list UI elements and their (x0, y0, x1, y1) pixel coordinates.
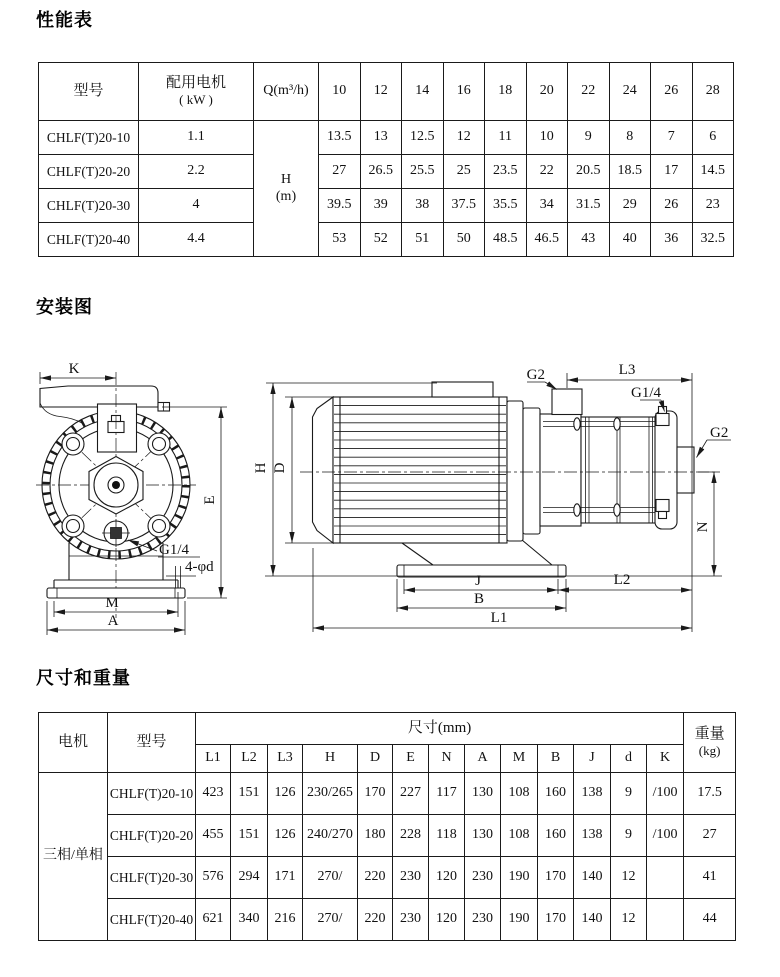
label-m: M (105, 595, 119, 611)
cell: 576 (196, 857, 231, 899)
cell: 423 (196, 773, 231, 815)
cell: 180 (358, 815, 393, 857)
cell: 140 (574, 899, 611, 941)
dimensions-table (38, 712, 736, 941)
cell: 126 (268, 773, 303, 815)
flow-col: 22 (568, 63, 610, 121)
cell: 12.5 (402, 121, 444, 155)
model-cell: CHLF(T)20-10 (108, 773, 196, 815)
cell: 22 (526, 155, 568, 189)
label-l1: L1 (490, 610, 508, 626)
cell: 170 (538, 857, 574, 899)
flow-col: 10 (319, 63, 361, 121)
cell: 12 (611, 899, 647, 941)
cell: 216 (268, 899, 303, 941)
cell: 151 (231, 815, 268, 857)
cell: 9 (611, 773, 647, 815)
cell: 6 (692, 121, 734, 155)
model-cell: CHLF(T)20-30 (108, 857, 196, 899)
cell: 228 (393, 815, 429, 857)
dim-col: M (501, 745, 538, 773)
cell: 9 (568, 121, 610, 155)
cell: 151 (231, 773, 268, 815)
cell: /100 (647, 815, 684, 857)
model-cell: CHLF(T)20-10 (39, 121, 139, 155)
header-weight-line2: (kg) (698, 742, 721, 758)
header-dims: 尺寸(mm) (196, 713, 684, 745)
flow-col: 26 (651, 63, 693, 121)
weight-cell: 17.5 (684, 773, 736, 815)
cell: 230 (465, 857, 501, 899)
flow-col: 16 (443, 63, 485, 121)
cell: 13.5 (319, 121, 361, 155)
cell: 43 (568, 223, 610, 257)
cell: 25 (443, 155, 485, 189)
label-d: D (272, 462, 288, 474)
motor-type-cell: 三相/单相 (39, 773, 108, 941)
weight-cell: 27 (684, 815, 736, 857)
dim-col: L2 (231, 745, 268, 773)
label-e: E (202, 495, 218, 505)
cell: 29 (609, 189, 651, 223)
label-g14-front: G1/4 (159, 542, 189, 558)
performance-table (38, 62, 734, 257)
cell (647, 899, 684, 941)
label-holes: 4-φd (185, 559, 214, 575)
cell: 25.5 (402, 155, 444, 189)
cell: 340 (231, 899, 268, 941)
cell: 230/265 (303, 773, 358, 815)
header-model-col: 型号 (108, 713, 196, 773)
header-motor-line2: ( kW ) (179, 91, 213, 107)
cell: 13 (360, 121, 402, 155)
flow-col: 18 (485, 63, 527, 121)
cell: 120 (429, 857, 465, 899)
head-symbol: H (280, 172, 292, 188)
cell: 227 (393, 773, 429, 815)
cell: 52 (360, 223, 402, 257)
cell: 14.5 (692, 155, 734, 189)
cell: 40 (609, 223, 651, 257)
power-cell: 1.1 (139, 121, 254, 155)
cell: 170 (538, 899, 574, 941)
cell: 294 (231, 857, 268, 899)
header-motor-col: 电机 (39, 713, 108, 773)
head-unit: (m) (275, 188, 297, 204)
cell: 621 (196, 899, 231, 941)
dim-col: J (574, 745, 611, 773)
model-cell: CHLF(T)20-40 (108, 899, 196, 941)
cell: 130 (465, 815, 501, 857)
flow-col: 24 (609, 63, 651, 121)
cell: 31.5 (568, 189, 610, 223)
cell: 35.5 (485, 189, 527, 223)
cell: 170 (358, 773, 393, 815)
cell: 220 (358, 857, 393, 899)
installation-diagram (0, 340, 780, 660)
dim-col: K (647, 745, 684, 773)
cell: 108 (501, 773, 538, 815)
label-g2-top: G2 (526, 367, 545, 383)
cell: 12 (443, 121, 485, 155)
cell: 23.5 (485, 155, 527, 189)
label-n: N (695, 521, 711, 533)
cell: 270/ (303, 899, 358, 941)
cell: 240/270 (303, 815, 358, 857)
weight-cell: 44 (684, 899, 736, 941)
cell: 27 (319, 155, 361, 189)
cell: 51 (402, 223, 444, 257)
label-k: K (68, 361, 80, 377)
dim-col: L1 (196, 745, 231, 773)
cell: 50 (443, 223, 485, 257)
header-weight (684, 713, 736, 773)
cell: /100 (647, 773, 684, 815)
cell: 190 (501, 857, 538, 899)
dim-col: H (303, 745, 358, 773)
header-flow: Q(m³/h) (254, 63, 319, 121)
power-cell: 4 (139, 189, 254, 223)
cell: 230 (393, 857, 429, 899)
cell: 18.5 (609, 155, 651, 189)
dim-col: D (358, 745, 393, 773)
model-cell: CHLF(T)20-20 (39, 155, 139, 189)
cell: 39 (360, 189, 402, 223)
cell: 7 (651, 121, 693, 155)
cell: 48.5 (485, 223, 527, 257)
label-h: H (253, 462, 269, 474)
dimensions-title: 尺寸和重量 (36, 668, 131, 689)
model-cell: CHLF(T)20-30 (39, 189, 139, 223)
cell: 46.5 (526, 223, 568, 257)
cell: 190 (501, 899, 538, 941)
flow-col: 12 (360, 63, 402, 121)
cell: 26 (651, 189, 693, 223)
flow-col: 14 (402, 63, 444, 121)
cell: 10 (526, 121, 568, 155)
power-cell: 4.4 (139, 223, 254, 257)
cell: 34 (526, 189, 568, 223)
flow-col: 28 (692, 63, 734, 121)
dim-col: d (611, 745, 647, 773)
label-a: A (107, 613, 119, 629)
cell: 230 (393, 899, 429, 941)
cell: 9 (611, 815, 647, 857)
dim-col: B (538, 745, 574, 773)
cell: 160 (538, 773, 574, 815)
cell: 140 (574, 857, 611, 899)
model-cell: CHLF(T)20-40 (39, 223, 139, 257)
cell: 11 (485, 121, 527, 155)
power-cell: 2.2 (139, 155, 254, 189)
header-motor-line1: 配用电机 (165, 75, 226, 92)
cell: 220 (358, 899, 393, 941)
cell: 17 (651, 155, 693, 189)
cell: 53 (319, 223, 361, 257)
header-model: 型号 (39, 63, 139, 121)
cell: 32.5 (692, 223, 734, 257)
cell: 117 (429, 773, 465, 815)
cell: 37.5 (443, 189, 485, 223)
cell: 108 (501, 815, 538, 857)
cell: 130 (465, 773, 501, 815)
head-unit-cell (254, 121, 319, 257)
cell: 39.5 (319, 189, 361, 223)
cell: 270/ (303, 857, 358, 899)
cell: 126 (268, 815, 303, 857)
flow-col: 20 (526, 63, 568, 121)
cell: 23 (692, 189, 734, 223)
cell: 20.5 (568, 155, 610, 189)
cell: 36 (651, 223, 693, 257)
performance-title: 性能表 (36, 10, 93, 31)
header-weight-line1: 重量 (694, 726, 725, 743)
cell (647, 857, 684, 899)
cell: 230 (465, 899, 501, 941)
header-motor (139, 63, 254, 121)
label-b: B (473, 591, 485, 607)
cell: 160 (538, 815, 574, 857)
dim-col: N (429, 745, 465, 773)
cell: 26.5 (360, 155, 402, 189)
cell: 8 (609, 121, 651, 155)
cell: 12 (611, 857, 647, 899)
dim-col: L3 (268, 745, 303, 773)
dim-col: E (393, 745, 429, 773)
cell: 120 (429, 899, 465, 941)
dim-col: A (465, 745, 501, 773)
label-l2: L2 (613, 572, 631, 588)
label-j: J (475, 573, 481, 589)
cell: 138 (574, 773, 611, 815)
pump-front-view (36, 361, 227, 635)
pump-side-view (253, 362, 731, 632)
model-cell: CHLF(T)20-20 (108, 815, 196, 857)
weight-cell: 41 (684, 857, 736, 899)
label-g2-right: G2 (710, 425, 729, 441)
cell: 171 (268, 857, 303, 899)
cell: 38 (402, 189, 444, 223)
label-l3: L3 (618, 362, 636, 378)
cell: 455 (196, 815, 231, 857)
installation-title: 安装图 (36, 297, 93, 318)
cell: 118 (429, 815, 465, 857)
cell: 138 (574, 815, 611, 857)
label-g14-side: G1/4 (631, 385, 661, 401)
